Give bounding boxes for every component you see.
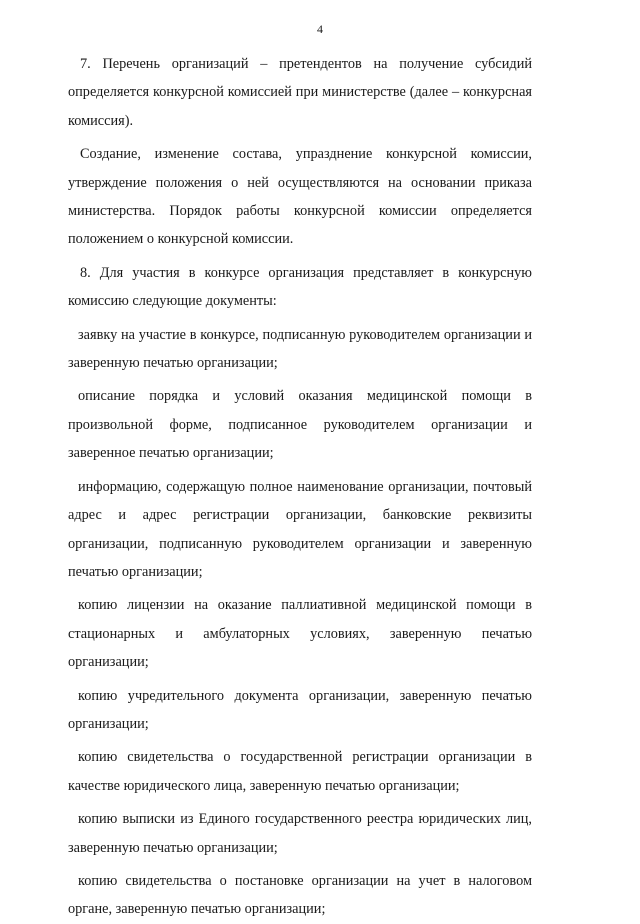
- list-item-register-extract: копию выписки из Единого государственного реестра юридических лиц, заверенную печатью организации;: [68, 811, 532, 856]
- paragraph-8: 8. Для участия в конкурсе организация представляет в конкурсную комиссию следующие документы:: [68, 264, 532, 310]
- list-item-license: копию лицензии на оказание паллиативной медицинской помощи в стационарных и амбулаторных условиях, заверенную печатью организации;: [68, 597, 532, 671]
- document-body: [68, 50, 532, 924]
- list-item-description: описание порядка и условий оказания медицинской помощи в произвольной форме, подписанное руководителем организации и заверенное печатью организации;: [68, 388, 532, 462]
- paragraph-7: 7. Перечень организаций – претендентов на получение субсидий определяется конкурсной комиссией при министерстве (далее – конкурсная комиссия).: [68, 56, 532, 129]
- list-item-information: информацию, содержащую полное наименование организации, почтовый адрес и адрес регистрации организации, банковские реквизиты организации, подписанную руководителем организации и заверенную печатью организации;: [68, 478, 532, 580]
- paragraph-commission: Создание, изменение состава, упразднение конкурсной комиссии, утверждение положения о ней осуществляются на основании приказа министерства. Порядок работы конкурсной комиссии определяется положением о конкурсной комиссии.: [68, 146, 532, 248]
- list-item-application: заявку на участие в конкурсе, подписанную руководителем организации и заверенную печатью организации;: [68, 326, 532, 372]
- list-item-founding-document: копию учредительного документа организации, заверенную печатью организации;: [68, 687, 532, 732]
- list-item-tax-certificate: копию свидетельства о постановке организации на учет в налоговом органе, заверенную печатью организации;: [68, 872, 532, 918]
- list-item-registration-certificate: копию свидетельства о государственной регистрации организации в качестве юридического лица, заверенную печатью организации;: [68, 749, 532, 794]
- page-number: 4: [317, 22, 323, 36]
